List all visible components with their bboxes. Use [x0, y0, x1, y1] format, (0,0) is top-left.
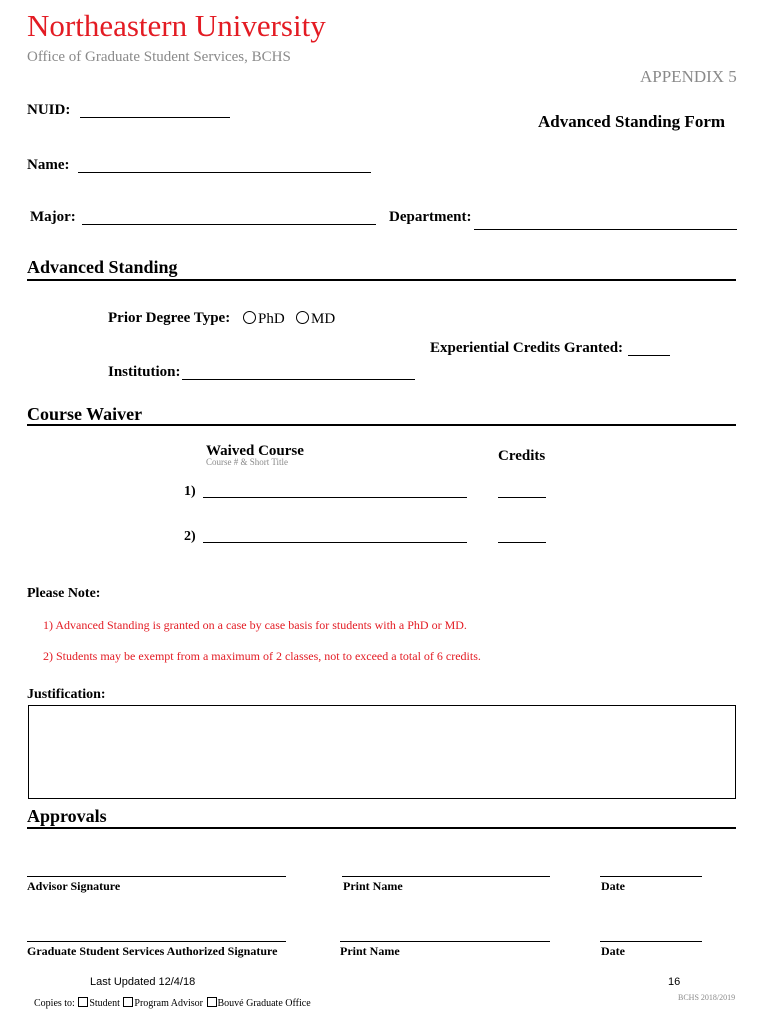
student-checkbox[interactable] — [78, 997, 88, 1007]
gss-print-name-line[interactable] — [340, 941, 550, 942]
office-name: Office of Graduate Student Services, BCHS — [27, 49, 291, 65]
institution-label: Institution: — [108, 364, 181, 380]
waiver-row-number: 2) — [184, 529, 196, 544]
university-name: Northeastern University — [27, 8, 326, 43]
appendix-label: APPENDIX 5 — [640, 67, 737, 86]
advanced-standing-heading: Advanced Standing — [27, 257, 178, 277]
waived-course-header: Waived Course — [206, 443, 304, 459]
waived-credits-field-1[interactable] — [498, 497, 546, 498]
waived-course-subheader: Course # & Short Title — [206, 457, 289, 467]
approvals-heading: Approvals — [27, 806, 107, 826]
phd-option-label: PhD — [258, 311, 285, 327]
major-label: Major: — [30, 209, 76, 225]
justification-label: Justification: — [27, 687, 106, 702]
print-name-label: Print Name — [340, 944, 400, 958]
program-advisor-copy-label: Program Advisor — [134, 998, 204, 1009]
note-item: 1) Advanced Standing is granted on a case by case basis for students with a PhD or MD. — [43, 618, 467, 632]
waived-course-field-1[interactable] — [203, 497, 467, 498]
waived-credits-field-2[interactable] — [498, 542, 546, 543]
name-field[interactable] — [78, 172, 371, 173]
experiential-credits-field[interactable] — [628, 355, 670, 356]
student-copy-label: Student — [89, 998, 120, 1009]
department-field[interactable] — [474, 229, 737, 230]
bouve-office-copy-label: Bouvé Graduate Office — [217, 998, 311, 1009]
print-name-label: Print Name — [343, 879, 403, 893]
waived-course-field-2[interactable] — [203, 542, 467, 543]
form-title: Advanced Standing Form — [538, 112, 726, 131]
nuid-label: NUID: — [27, 102, 71, 118]
department-label: Department: — [389, 209, 472, 225]
note-item: 2) Students may be exempt from a maximum of 2 classes, not to exceed a total of 6 credits. — [43, 649, 481, 663]
advisor-signature-line[interactable] — [27, 876, 286, 877]
copies-to-label: Copies to: — [34, 998, 75, 1009]
major-field[interactable] — [82, 224, 376, 225]
gss-signature-line[interactable] — [27, 941, 286, 942]
advisor-print-name-line[interactable] — [342, 876, 550, 877]
form-code: BCHS 2018/2019 — [678, 993, 736, 1002]
copies-to-line — [34, 997, 311, 1009]
section-divider — [27, 279, 736, 281]
prior-degree-label: Prior Degree Type: — [108, 310, 231, 326]
name-label: Name: — [27, 157, 70, 173]
advisor-date-line[interactable] — [600, 876, 702, 877]
credits-header: Credits — [498, 448, 546, 464]
date-label: Date — [601, 879, 625, 893]
advisor-signature-label: Advisor Signature — [27, 879, 121, 893]
gss-date-line[interactable] — [600, 941, 702, 942]
section-divider — [27, 827, 736, 829]
program-advisor-checkbox[interactable] — [123, 997, 133, 1007]
last-updated: Last Updated 12/4/18 — [90, 976, 196, 988]
waiver-row-number: 1) — [184, 484, 196, 499]
page-number: 16 — [668, 976, 681, 988]
md-radio[interactable] — [296, 311, 309, 324]
course-waiver-heading: Course Waiver — [27, 404, 143, 424]
phd-radio[interactable] — [243, 311, 256, 324]
institution-field[interactable] — [182, 379, 415, 380]
nuid-field[interactable] — [80, 117, 230, 118]
md-radio-option[interactable] — [296, 311, 335, 328]
date-label: Date — [601, 944, 625, 958]
md-option-label: MD — [311, 311, 336, 327]
please-note-heading: Please Note: — [27, 586, 101, 601]
section-divider — [27, 424, 736, 426]
experiential-credits-label: Experiential Credits Granted: — [430, 340, 624, 356]
bouve-office-checkbox[interactable] — [207, 997, 217, 1007]
phd-radio-option[interactable] — [243, 311, 285, 328]
gss-signature-label: Graduate Student Services Authorized Signature — [27, 944, 278, 958]
justification-textarea[interactable] — [28, 705, 736, 799]
